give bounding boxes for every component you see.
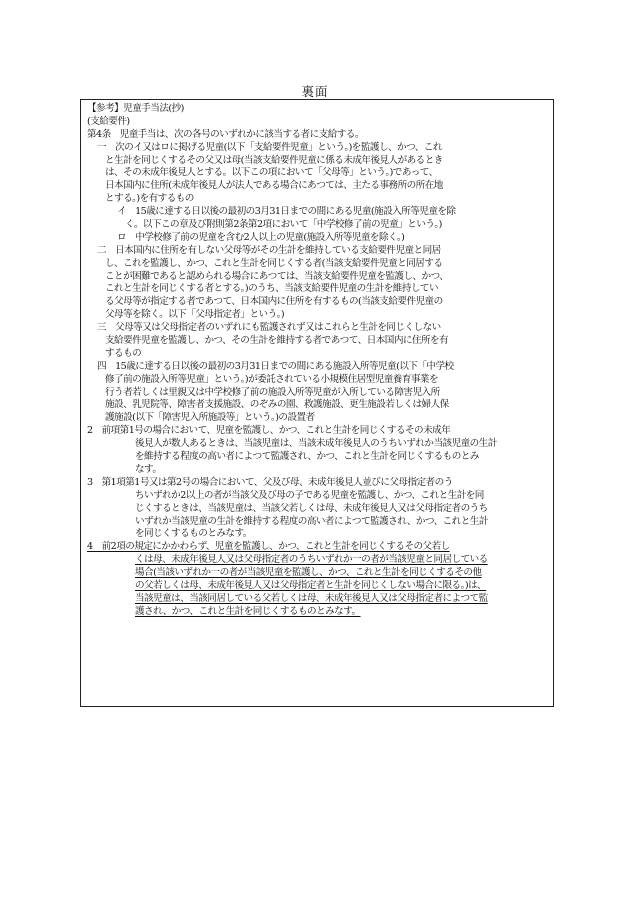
text-line: 【参考】児童手当法(抄) bbox=[87, 103, 184, 114]
text-line: 支給要件児童を監護し、かつ、その生計を維持する者であつて、日本国内に住所を有 bbox=[105, 335, 449, 347]
text-line: するもの bbox=[105, 347, 142, 359]
text-line: 二 日本国内に住所を有しない父母等がその生計を維持している支給要件児童と同居 bbox=[97, 244, 441, 256]
text-line: なす。 bbox=[135, 463, 162, 475]
text-line: ロ 中学校修了前の児童を含む2人以上の児童(施設入所等児童を除く。) bbox=[117, 231, 405, 243]
text-line: 四 15歳に達する日以後の最初の3月31日までの間にある施設入所等児童(以下「中学校 bbox=[97, 360, 454, 372]
text-line: 後見人が数人あるときは、当該児童は、当該未成年後見人のうちいずれか当該児童の生計 bbox=[135, 438, 497, 450]
text-line: とする。)を有するもの bbox=[105, 193, 194, 205]
text-line: 護され、かつ、これと生計を同じくするものとみなす。 bbox=[135, 605, 361, 617]
reference-text-box bbox=[80, 99, 554, 707]
text-line: は、その未成年後見人とする。以下この項において「父母等」という。)であって、 bbox=[105, 167, 438, 179]
text-line: を同じくするものとみなす。 bbox=[135, 528, 252, 540]
text-line: イ 15歳に達する日以後の最初の3月31日までの間にある児童(施設入所等児童を除 bbox=[117, 206, 456, 218]
text-line: の父若しくは母、未成年後見人又は父母指定者と生計を同じくしない場合に限る。)は、 bbox=[135, 579, 487, 591]
text-line: いずれか当該児童の生計を維持する程度の高い者によつて監護され、かつ、これと生計 bbox=[135, 515, 488, 527]
text-line: ことが困難であると認められる場合にあつては、当該支給要件児童を監護し、かつ、 bbox=[105, 270, 449, 282]
page-title: 裏面 bbox=[301, 84, 329, 99]
text-line: く。以下この章及び附則第2条第2項において「中学校修了前の児童」という。) bbox=[125, 219, 442, 231]
text-line: 3 第1項第1号又は第2号の場合において、父及び母、未成年後見人並びに父母指定者のう bbox=[87, 476, 453, 488]
text-line: 4 前2項の規定にかかわらず、児童を監護し、かつ、これと生計を同じくするその父若し bbox=[87, 541, 450, 553]
text-line: 施設、乳児院等、障害者支援施設、のぞみの園、救護施設、更生施設若しくは婦人保 bbox=[105, 399, 449, 411]
text-line: (支給要件) bbox=[87, 115, 130, 127]
text-line: 日本国内に住所(未成年後見人が法人である場合にあつては、主たる事務所の所在地 bbox=[105, 180, 443, 192]
text-line: し、これを監護し、かつ、これと生計を同じくする者(当該支給要件児童と同居する bbox=[105, 257, 443, 269]
text-line: を維持する程度の高い者によつて監護され、かつ、これと生計を同じくするものとみ bbox=[135, 451, 479, 463]
text-line: 第4条 児童手当は、次の各号のいずれかに該当する者に支給する。 bbox=[87, 128, 364, 140]
text-line: これと生計を同じくする者とする。)のうち、当該支給要件児童の生計を維持してい bbox=[105, 283, 439, 295]
text-line: 行う者若しくは里親又は中学校修了前の施設入所等児童が入所している障害児入所 bbox=[105, 386, 440, 398]
text-line: と生計を同じくするその父又は母(当該支給要件児童に係る未成年後見人があるとき bbox=[105, 154, 443, 166]
text-line: 修了前の施設入所等児童」という。)が委託されている小規模住居型児童養育事業を bbox=[105, 373, 439, 385]
text-line: 三 父母等又は父母指定者のいずれにも監護されず又はこれらと生計を同じくしない bbox=[97, 322, 441, 334]
text-line: 2 前項第1号の場合において、児童を監護し、かつ、これと生計を同じくするその未成年 bbox=[87, 425, 451, 437]
text-line: 一 次のイ又はロに掲げる児童(以下「支給要件児童」という。)を監護し、かつ、これ bbox=[97, 141, 442, 153]
text-line: 父母等を除く。以下「父母指定者」という。) bbox=[105, 309, 285, 321]
text-line: くは母、未成年後見人又は父母指定者のうちいずれか一の者が当該児童と同居している bbox=[135, 554, 488, 566]
text-line: 場合(当該いずれか一の者が当該児童を監護し、かつ、これと生計を同じくするその他 bbox=[135, 567, 482, 579]
text-line: じくするときは、当該児童は、当該父若しくは母、未成年後見人又は父母指定者のうち bbox=[135, 502, 488, 514]
text-line: 当該児童は、当該同居している父若しくは母、未成年後見人又は父母指定者によつて監 bbox=[135, 592, 488, 604]
text-line: る父母等が指定する者であつて、日本国内に住所を有するもの(当該支給要件児童の bbox=[105, 296, 443, 308]
text-line: 護施設(以下「障害児入所施設等」という。)の設置者 bbox=[105, 412, 315, 424]
text-line: ちいずれか2以上の者が当該父及び母の子である児童を監護し、かつ、これと生計を同 bbox=[135, 489, 484, 501]
